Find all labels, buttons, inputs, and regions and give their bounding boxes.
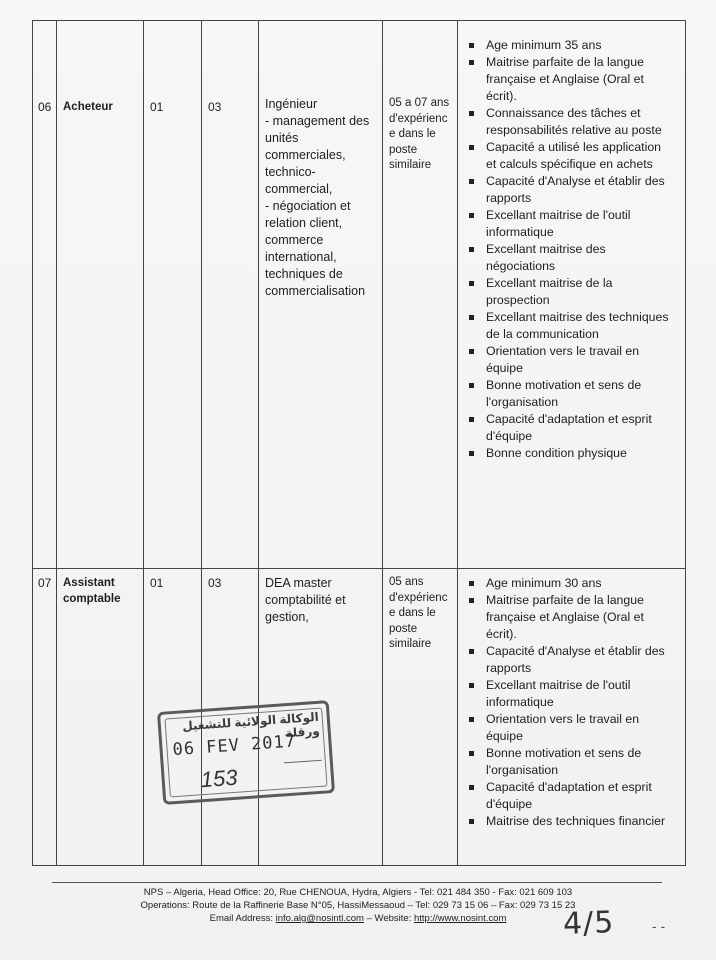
website-link[interactable]: http://www.nosint.com [413,913,507,924]
requirement-item: Bonne motivation et sens de l'organisation [486,377,673,411]
requirement-item: Capacité d'Analyse et établir des rapports [486,173,673,207]
stamp-agency-text: الوكالة الولائية للتشغيل ورقلة [181,709,321,741]
page-number: 4/5 [562,905,615,942]
requirement-item: Bonne motivation et sens de l'organisation [486,745,673,779]
requirement-item: Age minimum 35 ans [486,37,673,54]
requirement-item: Maitrise parfaite de la langue française et Anglaise (Oral et écrit). [486,592,673,643]
requirement-item: Capacité d'Analyse et établir des rapports [486,643,673,677]
requirement-item: Excellant maitrise de l'outil informatique [486,677,673,711]
experience-text: 05 a 07 ans d'expérienc e dans le poste similaire [389,97,450,171]
requirements-list [464,575,679,830]
requirement-item: Maitrise parfaite de la langue française et Anglaise (Oral et écrit). [486,54,673,105]
requirement-item: Orientation vers le travail en équipe [486,711,673,745]
footer-line-2: Operations: Route de la Raffinerie Base N°05, HassiMessaoud – Tel: 029 73 15 06 – Fax: 029 73 15 23 [140,900,576,911]
email-link[interactable]: info.alg@nosintl.com [275,913,364,924]
requirement-item: Excellant maitrise de l'outil informatique [486,207,673,241]
position-number: 07 [38,576,52,590]
website-label: – Website: [366,913,412,924]
footer-divider [52,882,662,883]
count-a-cell [144,21,202,569]
count-b-value: 03 [208,100,222,114]
requirement-item: Capacité d'adaptation et esprit d'équipe [486,411,673,445]
position-title-cell [57,21,144,569]
count-b-cell [202,21,259,569]
diploma-cell [259,21,383,569]
requirement-item: Bonne condition physique [486,445,673,462]
diploma-text: DEA master comptabilité et gestion, [265,576,346,624]
requirements-cell [458,569,686,866]
requirement-item: Connaissance des tâches et responsabilités relative au poste [486,105,673,139]
page-mark: - - [652,918,666,934]
requirement-item: Capacité a utilisé les application et calculs spécifique en achets [486,139,673,173]
stamp-number: 153 [199,764,239,793]
table-row [33,569,686,866]
footer-line-1: NPS – Algeria, Head Office: 20, Rue CHENOUA, Hydra, Algiers - Tel: 021 484 350 - Fax: 021 609 103 [143,887,573,898]
official-stamp [157,700,335,805]
experience-cell [383,21,458,569]
count-a-value: 01 [150,576,164,590]
requirements-cell [458,21,686,569]
position-title: Acheteur [63,101,113,113]
table-row [33,21,686,569]
job-requirements-table [32,20,686,866]
position-number: 06 [38,100,52,114]
experience-cell [383,569,458,866]
position-number-cell [33,569,57,866]
diploma-text: Ingénieur - management des unités commerciales, technico-commercial, - négociation et relation client, commerce international, techniques de commercialisation [265,97,370,298]
position-title-cell [57,569,144,866]
requirement-item: Excellant maitrise des techniques de la communication [486,309,673,343]
email-label: Email Address: [209,913,273,924]
requirements-list [464,37,679,462]
count-b-value: 03 [208,576,222,590]
position-title: Assistant comptable [63,577,121,605]
requirement-item: Maitrise des techniques financier [486,813,673,830]
count-a-value: 01 [150,100,164,114]
experience-text: 05 ans d'expérienc e dans le poste similaire [389,576,448,650]
stamp-date: 06 FEV 2017 [171,731,297,761]
requirement-item: Age minimum 30 ans [486,575,673,592]
requirement-item: Orientation vers le travail en équipe [486,343,673,377]
requirement-item: Capacité d'adaptation et esprit d'équipe [486,779,673,813]
requirement-item: Excellant maitrise des négociations [486,241,673,275]
requirement-item: Excellant maitrise de la prospection [486,275,673,309]
position-number-cell [33,21,57,569]
